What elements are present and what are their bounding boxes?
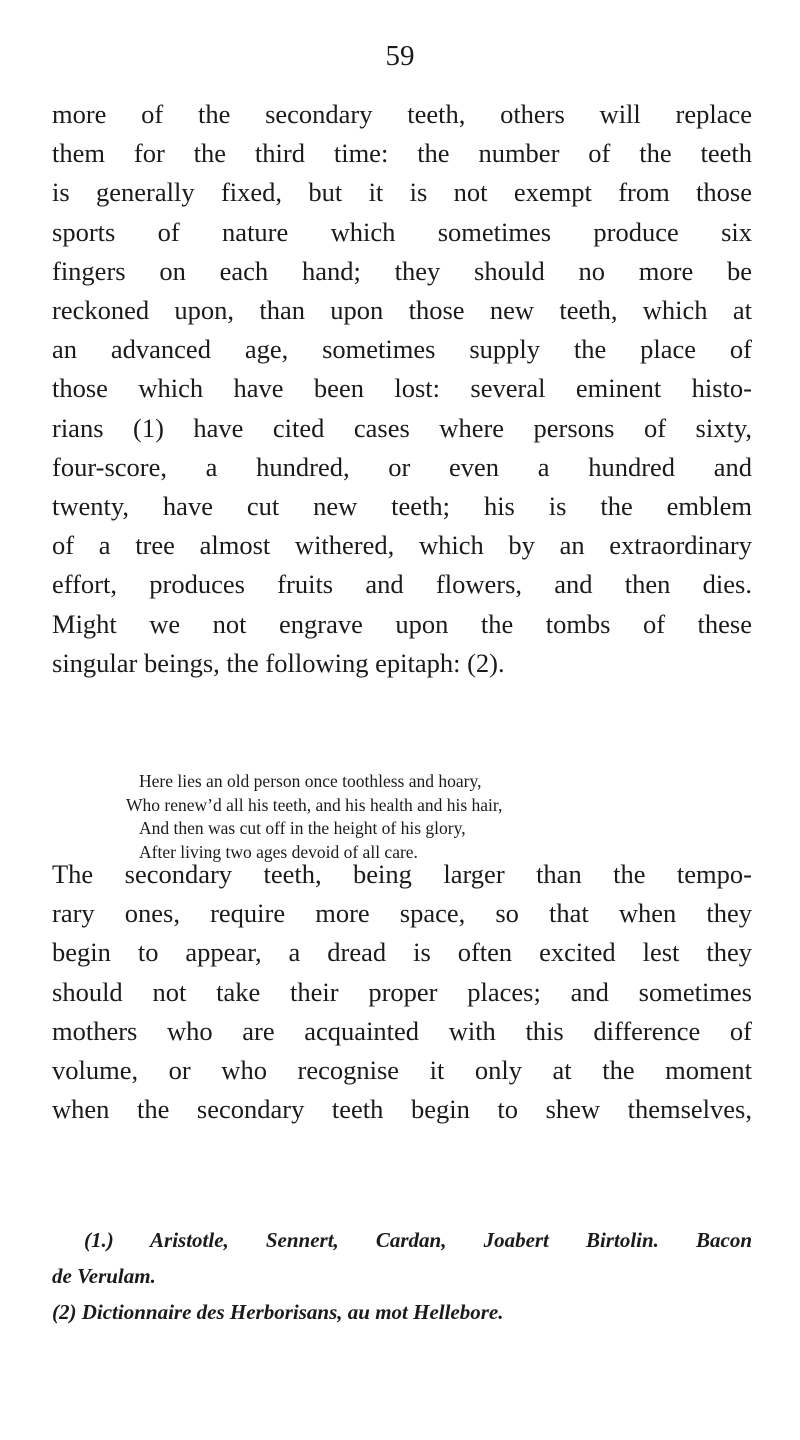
- page-number: 59: [385, 40, 415, 72]
- verse-line: Here lies an old person once toothless and hoary,: [139, 771, 482, 791]
- text-line: an advanced age, sometimes supply the place of: [52, 334, 752, 365]
- text-line: The secondary teeth, being larger than the tempo-: [52, 859, 752, 889]
- text-line: singular beings, the following epitaph: (2).: [52, 647, 505, 678]
- text-line: mothers who are acquainted with this difference of: [52, 1015, 752, 1046]
- text-line: when the secondary teeth begin to shew themselves,: [52, 1094, 752, 1125]
- footnotes: [52, 1222, 752, 1330]
- text-line: fingers on each hand; they should no more be: [52, 255, 752, 286]
- text-line: is generally fixed, but it is not exempt from those: [52, 177, 752, 208]
- text-line: reckoned upon, than upon those new teeth, which at: [52, 295, 752, 326]
- footnote-1-continued: de Verulam.: [52, 1264, 156, 1288]
- text-line: should not take their proper places; and sometimes: [52, 976, 752, 1007]
- verse-line: And then was cut off in the height of his glory,: [139, 818, 466, 838]
- epitaph-verse: [126, 770, 502, 864]
- text-line: of a tree almost withered, which by an extraordinary: [52, 530, 752, 561]
- text-line: sports of nature which sometimes produce six: [52, 216, 752, 247]
- text-line: Might we not engrave upon the tombs of these: [52, 608, 752, 639]
- body-paragraph-2: [52, 855, 752, 1129]
- text-line: volume, or who recognise it only at the moment: [52, 1055, 752, 1086]
- text-line: rians (1) have cited cases where persons of sixty,: [52, 412, 752, 443]
- body-paragraph-1: [52, 95, 752, 683]
- text-line: effort, produces fruits and flowers, and then dies.: [52, 569, 752, 600]
- text-line: those which have been lost: several eminent histo-: [52, 373, 752, 404]
- text-line: begin to appear, a dread is often excited lest they: [52, 937, 752, 968]
- verse-line: Who renew’d all his teeth, and his health and his hair,: [126, 794, 503, 815]
- text-line: four-score, a hundred, or even a hundred and: [52, 451, 752, 482]
- verse-line: After living two ages devoid of all care.: [139, 841, 418, 862]
- footnote-1: (1.) Aristotle, Sennert, Cardan, Joabert Birtolin. Bacon: [84, 1228, 752, 1252]
- text-line: twenty, have cut new teeth; his is the emblem: [52, 491, 752, 522]
- text-line: rary ones, require more space, so that when they: [52, 898, 752, 929]
- text-line: them for the third time: the number of the teeth: [52, 138, 752, 169]
- footnote-2: (2) Dictionnaire des Herborisans, au mot Hellebore.: [52, 1300, 504, 1324]
- text-line: more of the secondary teeth, others will replace: [52, 99, 752, 129]
